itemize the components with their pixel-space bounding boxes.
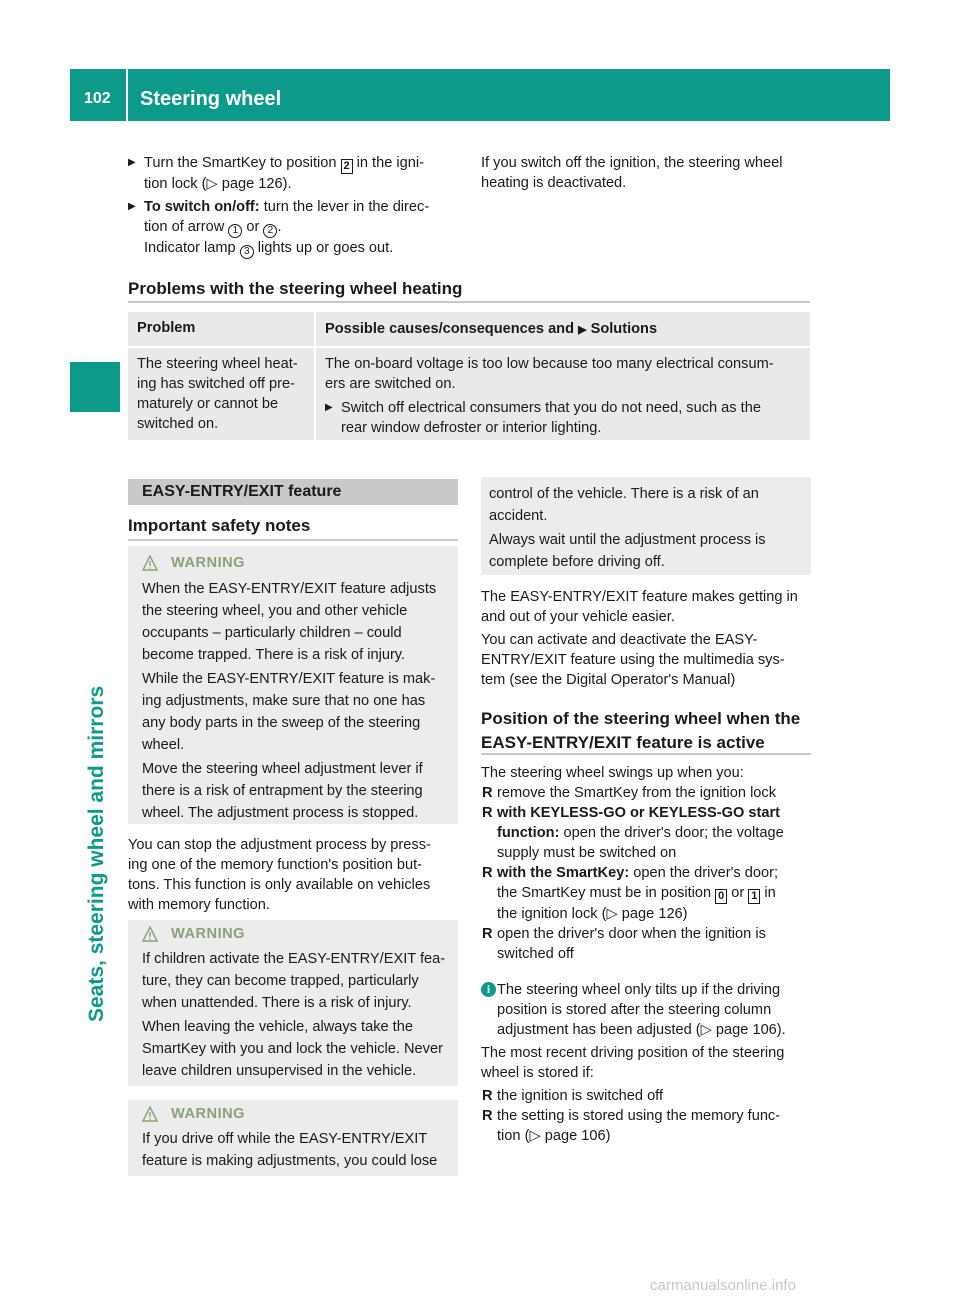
arrow-number-icon: 1 — [228, 224, 242, 238]
page-number: 102 — [84, 90, 111, 107]
section-header-title: Steering wheel — [140, 88, 282, 110]
warning-box — [128, 546, 458, 824]
table-cell-causes: The on-board voltage is too low because too many electrical consum- ers are switched on. ▶ Switch off electrical consumers that you do not need, such as the rear window defroster or interior lighting. — [325, 354, 810, 438]
safety-notes-title: Important safety notes — [128, 516, 311, 535]
warning-text: If children activate the EASY-ENTRY/EXIT fea- ture, they can become trapped, particularly when unattended. There is a risk of injury. When leaving the vehicle, always take the SmartKey with you and lock the vehicle. Never leave children unsupervised in the vehicle. — [142, 951, 446, 1079]
bullet-icon: R — [482, 785, 493, 801]
bullet-icon: R — [482, 926, 493, 942]
section-rule — [128, 301, 810, 303]
info-icon: i — [481, 982, 496, 997]
arrow-icon: ▶ — [325, 402, 333, 413]
footer-watermark: carmanualsonline.info — [650, 1277, 796, 1294]
section-rule — [128, 539, 458, 541]
list-item: R with KEYLESS-GO or KEYLESS-GO start function: open the driver's door; the voltage supply must be switched on — [482, 805, 784, 861]
warning-text: When the EASY-ENTRY/EXIT feature adjusts the steering wheel, you and other vehicle occupants – particularly children – could become trapped. There is a risk of injury. While the EASY-ENTRY/EXIT feature is mak- ing adjustments, make sure that no one has any body parts in the sweep of the steering wheel. Move the steering wheel adjustment lever if there is a risk of entrapment by the steering wheel. The adjustment process is stopped. — [142, 581, 437, 821]
warning-triangle-icon — [142, 555, 158, 571]
warning-box-continued — [481, 477, 811, 575]
bullet-icon: R — [482, 865, 493, 881]
arrow-icon: ▶ — [578, 324, 587, 336]
feature-intro: The EASY-ENTRY/EXIT feature makes getting in and out of your vehicle easier. You can activate and deactivate the EASY- ENTRY/EXIT feature using the multimedia sys- tem (see the Digital Operator's Manual) — [481, 589, 798, 688]
key-position-icon: 0 — [715, 889, 727, 904]
instruction-item: ▶ Turn the SmartKey to position 2 in the igni- tion lock (▷ page 126). — [128, 155, 424, 192]
arrow-icon: ▶ — [128, 157, 136, 168]
info-note: The steering wheel only tilts up if the driving position is stored after the steering column adjustment has been adjusted (▷ page 106). — [497, 982, 786, 1038]
side-tab-marker — [70, 362, 120, 412]
bullet-icon: R — [482, 805, 493, 821]
instruction-item: ▶ To switch on/off: turn the lever in the direc- tion of arrow 1 or 2 . Indicator lamp 3 lights up or goes out. — [128, 199, 430, 257]
warning-label: WARNING — [171, 926, 246, 942]
warning-triangle-icon — [142, 926, 158, 942]
arrow-icon: ▶ — [128, 201, 136, 212]
list-item: R remove the SmartKey from the ignition lock — [482, 785, 777, 801]
swing-conditions: The steering wheel swings up when you: R remove the SmartKey from the ignition lock R with KEYLESS-GO or KEYLESS-GO start function: open the driver's door; the voltage supply must be switched on R with the SmartKey: open the driver's door; the SmartKey must be in position 0 or 1 in the ignition lock (▷ page 126) R open the driver's door when the ignition is switched off — [481, 763, 813, 964]
page-ref-icon: ▷ — [529, 1128, 541, 1144]
table-header-causes: Possible causes/consequences and ▶ Solutions — [325, 321, 658, 337]
solution-item: ▶ Switch off electrical consumers that you do not need, such as the rear window defroster or interior lighting. — [325, 400, 761, 436]
table-header-problem: Problem — [137, 320, 196, 336]
ignition-note: If you switch off the ignition, the steering wheel heating is deactivated. — [481, 155, 783, 191]
feature-heading-bar — [128, 479, 458, 505]
section-rule — [481, 753, 811, 755]
side-tab-label: Seats, steering wheel and mirrors — [85, 685, 108, 1022]
warning-triangle-icon — [142, 1106, 158, 1122]
page-ref-icon: ▷ — [606, 906, 618, 922]
warning-label: WARNING — [171, 555, 246, 571]
warning-box — [128, 920, 458, 1086]
list-item: R the ignition is switched off — [482, 1088, 664, 1104]
bullet-icon: R — [482, 1088, 493, 1104]
header-divider — [126, 69, 128, 121]
warning-text: If you drive off while the EASY-ENTRY/EXIT feature is making adjustments, you could lose — [142, 1131, 438, 1169]
arrow-number-icon: 2 — [263, 224, 277, 238]
stop-adjustment-text: You can stop the adjustment process by press- ing one of the memory function's position but- tons. This function is only available on vehicles with memory function. — [128, 837, 431, 913]
warning-label: WARNING — [171, 1106, 246, 1122]
feature-title: EASY-ENTRY/EXIT feature — [142, 483, 342, 500]
table-column-separator — [314, 312, 316, 440]
problems-title: Problems with the steering wheel heating — [128, 279, 463, 298]
page-ref-icon: ▷ — [206, 176, 218, 192]
indicator-number-icon: 3 — [240, 245, 254, 259]
warning-box — [128, 1100, 458, 1176]
position-title: Position of the steering wheel when the EASY-ENTRY/EXIT feature is active — [481, 709, 801, 752]
key-position-icon: 2 — [341, 159, 353, 174]
stored-position-text: The most recent driving position of the steering wheel is stored if: R the ignition is switched off R the setting is stored using the memory func- tion (▷ page 106) — [481, 1043, 813, 1146]
list-item: R the setting is stored using the memory func- tion (▷ page 106) — [482, 1108, 781, 1144]
key-position-icon: 1 — [748, 889, 760, 904]
page-header — [70, 69, 890, 121]
top-instructions — [128, 153, 463, 259]
list-item: R with the SmartKey: open the driver's door; the SmartKey must be in position 0 or 1 in the ignition lock (▷ page 126) — [482, 865, 778, 922]
warning-text: control of the vehicle. There is a risk of an accident. Always wait until the adjustment process is complete before driving off. — [489, 486, 766, 570]
table-cell-problem: The steering wheel heat- ing has switched off pre- maturely or cannot be switched on. — [137, 356, 298, 432]
bullet-icon: R — [482, 1108, 493, 1124]
page-ref-icon: ▷ — [700, 1022, 712, 1038]
list-item: R open the driver's door when the ignition is switched off — [482, 926, 766, 962]
